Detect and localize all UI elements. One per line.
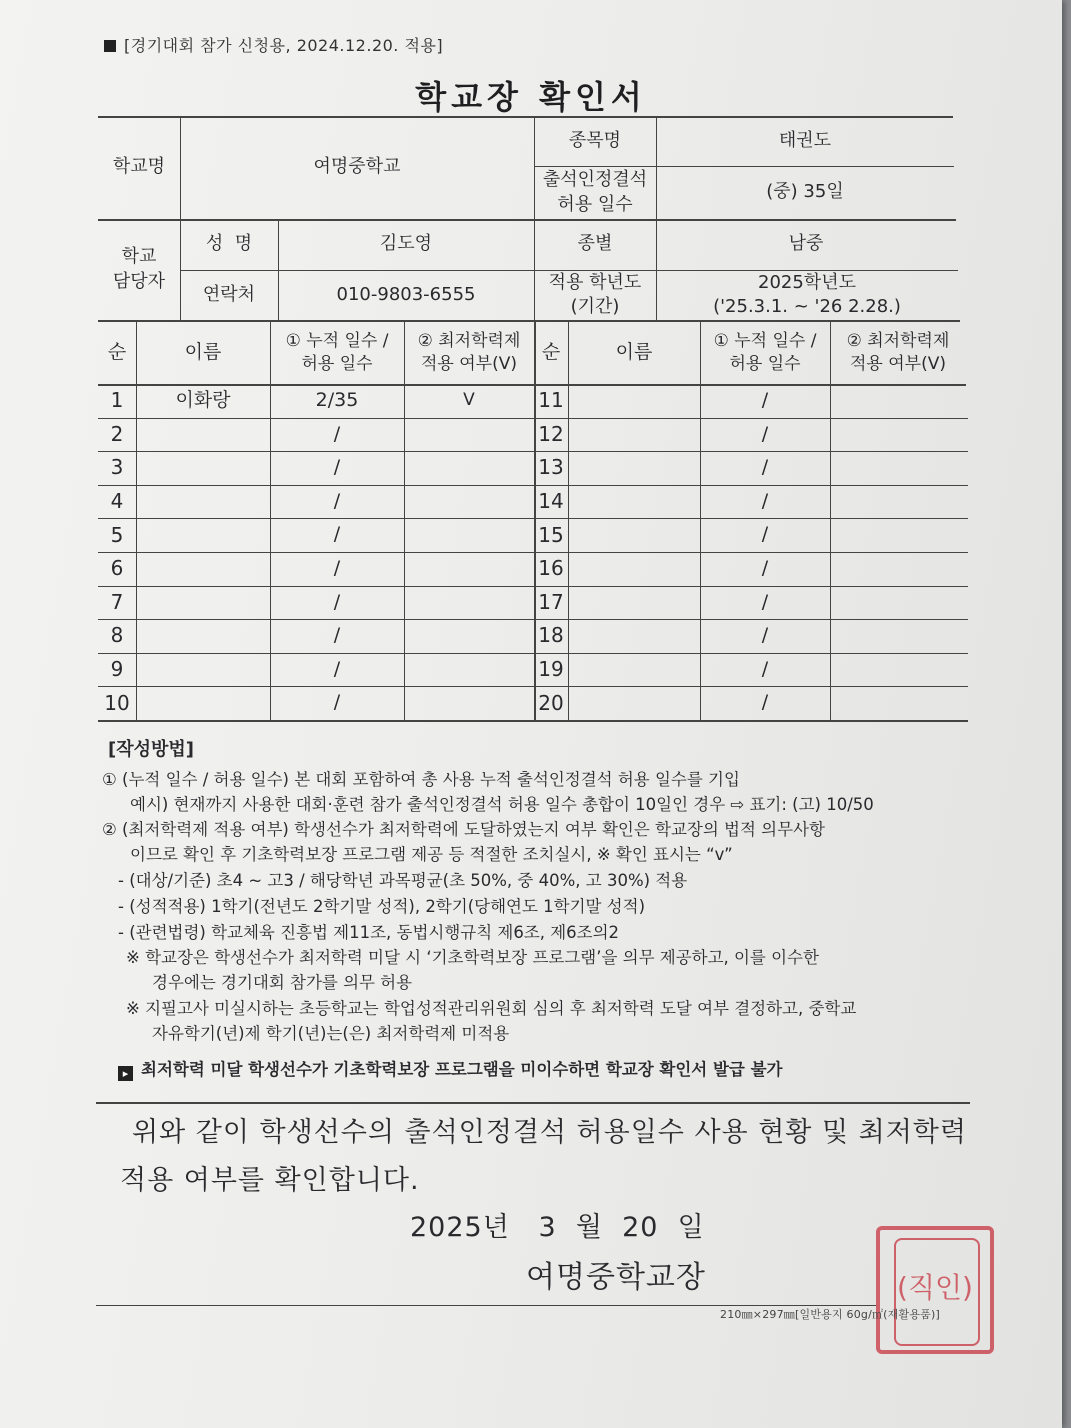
row-number: 10 <box>104 690 130 715</box>
year-label-line2: (기간) <box>570 296 620 317</box>
instruction-line: - (관련법령) 학교체육 진흥법 제11조, 동법시행규칙 제6조, 제6조의2 <box>118 923 620 942</box>
row-number: 11 <box>538 388 564 413</box>
row-days: / <box>761 556 769 579</box>
row-number: 4 <box>110 489 124 514</box>
instruction-line: ※ 지필고사 미실시하는 초등학교는 학업성적관리위원회 심의 후 최저학력 도달 여부 결정하고, 중학교 <box>126 999 857 1018</box>
row-check <box>830 418 966 452</box>
row-check <box>830 451 966 485</box>
row-name <box>568 518 700 552</box>
header-text: 허용 일수 <box>301 354 373 374</box>
row-check <box>830 384 966 418</box>
header-text: ② 최저학력제 <box>417 331 521 352</box>
row-check <box>830 552 966 586</box>
row-check <box>404 586 534 620</box>
row-check <box>404 619 534 653</box>
year-value-line1: 2025학년도 <box>758 271 856 293</box>
row-days: / <box>333 489 341 512</box>
absence-label <box>534 166 656 219</box>
row-days: / <box>761 624 769 647</box>
row-check <box>830 653 966 687</box>
row-number: 15 <box>538 522 564 547</box>
arrow-box-icon: ▸ <box>118 1066 133 1081</box>
square-bullet-icon <box>104 40 116 52</box>
gender-label: 종별 <box>577 233 613 255</box>
instruction-line: 자유학기(년)제 학기(년)는(은) 최저학력제 미적용 <box>152 1024 510 1043</box>
row-number: 20 <box>538 690 564 715</box>
row-number: 18 <box>538 623 564 648</box>
row-days: / <box>761 590 769 613</box>
instruction-line: - (대상/기준) 초4 ~ 고3 / 해당학년 과목평균(초 50%, 중 40%, 고 30%) 적용 <box>118 871 688 890</box>
row-days: / <box>761 422 769 445</box>
header-text: ① 누적 일수 / <box>713 331 817 352</box>
row-number: 17 <box>538 589 564 614</box>
row-name <box>136 552 270 586</box>
confirmation-line2: 적용 여부를 확인합니다. <box>120 1165 420 1196</box>
header-note <box>104 33 443 56</box>
header-num: 순 <box>107 341 127 364</box>
header-min <box>830 322 966 384</box>
row-name <box>568 418 700 452</box>
year-label-line1: 적용 학년도 <box>548 271 642 293</box>
header-name: 이름 <box>184 341 222 364</box>
row-name: 이화랑 <box>175 388 231 411</box>
row-name <box>568 451 700 485</box>
row-check <box>404 653 534 687</box>
instruction-line: 예시) 현재까지 사용한 대회·훈련 참가 출석인정결석 허용 일수 총합이 10일인 경우 ⇨ 표기: (고) 10/50 <box>130 795 874 814</box>
row-check <box>830 586 966 620</box>
document-title: 학교장 확인서 <box>415 78 647 116</box>
row-name <box>136 418 270 452</box>
sport-label: 종목명 <box>568 129 622 151</box>
row-days: / <box>761 489 769 512</box>
row-check <box>404 418 534 452</box>
header-text: 허용 일수 <box>729 354 801 374</box>
row-days: / <box>761 523 769 546</box>
notice-line <box>118 1058 782 1082</box>
confirmation-date: 2025년 3 월 20 일 <box>410 1212 705 1243</box>
instruction-line: - (성적적용) 1학기(전년도 2학기말 성적), 2학기(당해연도 1학기말 성적) <box>118 897 646 916</box>
row-check: V <box>463 390 475 411</box>
row-days: / <box>761 388 769 411</box>
instruction-line: 경우에는 경기대회 참가를 의무 허용 <box>152 973 413 992</box>
rule <box>98 720 968 722</box>
signer: 여명중학교장 <box>526 1260 706 1295</box>
row-name <box>568 552 700 586</box>
row-check <box>404 552 534 586</box>
row-days: / <box>761 691 769 714</box>
row-number: 5 <box>110 522 124 547</box>
row-number: 12 <box>538 421 564 446</box>
contact-label: 연락처 <box>202 283 256 305</box>
row-check <box>830 619 966 653</box>
row-number: 19 <box>538 657 564 682</box>
row-name <box>136 586 270 620</box>
row-days: / <box>333 624 341 647</box>
row-check <box>830 518 966 552</box>
row-number: 9 <box>110 657 124 682</box>
header-name: 이름 <box>615 341 653 364</box>
absence-value: (중) 35일 <box>766 181 844 203</box>
row-name <box>568 653 700 687</box>
row-days: / <box>333 456 341 479</box>
instructions-heading: [작성방법] <box>108 739 195 760</box>
year-value-line2: ('25.3.1. ~ '26 2.28.) <box>713 296 901 317</box>
row-name <box>568 586 700 620</box>
gender-value: 남중 <box>788 233 824 255</box>
row-name <box>136 485 270 519</box>
row-days: / <box>333 590 341 613</box>
row-check <box>404 518 534 552</box>
instruction-line: 이므로 확인 후 기초학력보장 프로그램 제공 등 적절한 조치실시, ※ 확인 표시는 “v” <box>130 845 733 864</box>
row-number: 16 <box>538 556 564 581</box>
rule <box>96 1102 970 1104</box>
row-name <box>568 384 700 418</box>
row-number: 13 <box>538 455 564 480</box>
row-days: / <box>333 657 341 680</box>
contact-value: 010-9803-6555 <box>336 283 476 305</box>
row-name <box>568 686 700 720</box>
row-check <box>404 485 534 519</box>
row-days: / <box>761 657 769 680</box>
row-name <box>136 518 270 552</box>
row-number: 1 <box>110 388 124 413</box>
instruction-line: ② (최저학력제 적용 여부) 학생선수가 최저학력에 도달하였는지 여부 확인은 학교장의 법적 의무사항 <box>102 820 825 839</box>
row-number: 8 <box>110 623 124 648</box>
row-days: / <box>333 691 341 714</box>
row-check <box>830 485 966 519</box>
row-check <box>404 686 534 720</box>
row-check <box>404 451 534 485</box>
header-text: ① 누적 일수 / <box>285 331 389 352</box>
seal-text: (직인) <box>897 1271 973 1304</box>
official-seal <box>876 1226 994 1354</box>
year-label <box>534 270 656 320</box>
header-text: 적용 여부(V) <box>850 354 946 374</box>
manager-label-line2: 담당자 <box>112 270 166 292</box>
school-name: 여명중학교 <box>313 156 401 178</box>
school-label: 학교명 <box>112 156 166 178</box>
row-days: 2/35 <box>315 388 359 411</box>
header-min <box>404 322 534 384</box>
manager-label <box>98 219 180 320</box>
absence-label-line1: 출석인정결석 <box>542 169 648 191</box>
year-value <box>656 270 958 320</box>
row-number: 7 <box>110 589 124 614</box>
instruction-line: ※ 학교장은 학생선수가 최저학력 미달 시 ‘기초학력보장 프로그램’을 의무 제공하고, 이를 이수한 <box>126 948 819 967</box>
confirmation-line1: 위와 같이 학생선수의 출석인정결석 허용일수 사용 현황 및 최저학력 <box>132 1117 967 1148</box>
header-days <box>270 322 404 384</box>
row-number: 2 <box>110 421 124 446</box>
absence-label-line2: 허용 일수 <box>557 193 633 215</box>
row-name <box>136 451 270 485</box>
row-name <box>568 485 700 519</box>
manager-label-line1: 학교 <box>121 246 157 268</box>
header-text: ② 최저학력제 <box>846 331 950 352</box>
sport-value: 태권도 <box>778 129 832 151</box>
notice-text: 최저학력 미달 학생선수가 기초학력보장 프로그램을 미이수하면 학교장 확인서 발급 불가 <box>141 1060 783 1079</box>
row-days: / <box>333 523 341 546</box>
header-note-text: [경기대회 참가 신청용, 2024.12.20. 적용] <box>124 36 444 55</box>
row-number: 14 <box>538 489 564 514</box>
header-num: 순 <box>541 341 561 364</box>
row-name <box>136 619 270 653</box>
row-number: 3 <box>110 455 124 480</box>
name-label: 성 명 <box>205 233 253 255</box>
row-number: 6 <box>110 556 124 581</box>
row-name <box>136 686 270 720</box>
instruction-line: ① (누적 일수 / 허용 일수) 본 대회 포함하여 총 사용 누적 출석인정결석 허용 일수를 기입 <box>102 770 740 789</box>
header-days <box>700 322 830 384</box>
row-name <box>136 653 270 687</box>
name-value: 김도영 <box>379 233 433 255</box>
row-days: / <box>333 422 341 445</box>
paper-spec-footer: 210㎜×297㎜[일반용지 60g/㎡(재활용품)] <box>720 1308 940 1321</box>
row-days: / <box>333 556 341 579</box>
header-text: 적용 여부(V) <box>421 354 517 374</box>
row-name <box>568 619 700 653</box>
row-check <box>830 686 966 720</box>
row-days: / <box>761 456 769 479</box>
